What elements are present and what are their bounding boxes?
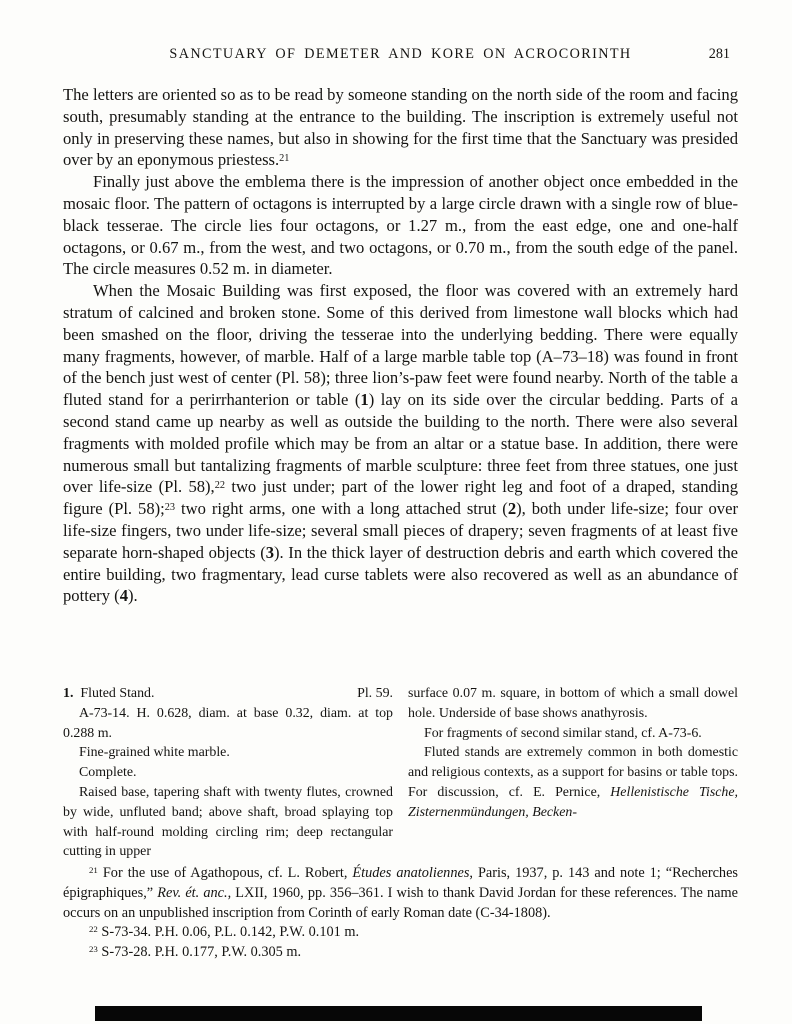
scan-artifact-bar <box>95 1006 702 1021</box>
catalog-entry-heading <box>63 684 393 704</box>
body-text <box>63 84 738 607</box>
catalog-paragraph: A-73-14. H. 0.628, diam. at base 0.32, diam. at top 0.288 m. <box>63 705 393 741</box>
page-title: SANCTUARY OF DEMETER AND KORE ON ACROCORINTH <box>169 46 632 62</box>
body-paragraph: The letters are oriented so as to be read by someone standing on the north side of the room and facing south, presumably standing at the entrance to the building. The inscription is extremely useful not only in preserving these names, but also in showing for the first time that the Sanctuary was presided over by an eponymous priestess.$^{21}$ <box>63 85 738 170</box>
catalog-paragraph: Raised base, tapering shaft with twenty flutes, crowned by wide, unfluted band; above shaft, broad splaying top with half-round molding circling rim; deep rectangular cutting in upper <box>63 784 393 860</box>
catalog-paragraph: Complete. <box>79 765 137 781</box>
footnote: $^{21}$ For the use of Agathopous, cf. L. Robert, Études anatoliennes, Paris, 1937, p. 143 and note 1; “Recherches épigraphiques,” Rev. ét. anc., LXII, 1960, pp. 356–361. I wish to thank David Jordan for these references. The name occurs on an unpublished inscription from Corinth of early Roman date (C-34-1808). <box>63 865 738 921</box>
body-paragraph: Finally just above the emblema there is the impression of another object once embedded in the mosaic floor. The pattern of octagons is interrupted by a large circle drawn with a single row of blue-black tesserae. The circle lies four octagons, or 1.27 m., from the east edge, one and one-half octagons, or 0.67 m., from the west, and two octagons, or 0.70 m., from the south edge of the panel. The circle measures 0.52 m. in diameter. <box>63 172 738 279</box>
running-head <box>63 46 738 66</box>
catalog-paragraph: Fine-grained white marble. <box>79 745 230 761</box>
catalog-paragraph: For fragments of second similar stand, cf. A-73-6. <box>424 725 702 741</box>
footnote: $^{23}$ S-73-28. P.H. 0.177, P.W. 0.305 m. <box>89 944 302 961</box>
body-paragraph: When the Mosaic Building was first exposed, the floor was covered with an extremely hard stratum of calcined and broken stone. Some of this derived from limestone wall blocks which had been smashed on the floor, driving the tesserae into the underlying bedding. There were equally many fragments, however, of marble. Half of a large marble table top (A–73–18) was found in front of the bench just west of center (Pl. 58); three lion’s-paw feet were found nearby. North of the table a fluted stand for a perirrhanterion or table (1) lay on its side over the circular bedding. Parts of a second stand came up nearby as well as outside the building to the north. There were also several fragments with molded profile which may be from an altar or a statue base. In addition, there were numerous small but tantalizing fragments of marble sculpture: three feet from three statues, one just over life-size (Pl. 58),$^{22}$ two just under; part of the lower right leg and foot of a draped, standing figure (Pl. 58);$^{23}$ two right arms, one with a long attached strut (2), both under life-size; four over life-size fingers, two under life-size; several small pieces of drapery; seven fragments of at least five separate horn-shaped objects (3). In the thick layer of destruction debris and earth which covered the entire building, two fragmentary, lead curse tablets were also recovered as well as an abundance of pottery (4). <box>63 281 738 606</box>
catalog-entry <box>63 684 738 862</box>
catalog-paragraph: Fluted stands are extremely common in both domestic and religious contexts, as a support for basins or table tops. For discussion, cf. E. Pernice, Hellenistische Tische, Zisternenmündungen, Becken- <box>408 745 738 820</box>
catalog-right-column <box>408 684 738 862</box>
catalog-paragraph: surface 0.07 m. square, in bottom of which a small dowel hole. Underside of base shows anathyrosis. <box>408 686 738 721</box>
page-number: 281 <box>708 46 730 62</box>
footnotes <box>63 864 738 963</box>
footnote: $^{22}$ S-73-34. P.H. 0.06, P.L. 0.142, P.W. 0.101 m. <box>89 924 360 941</box>
catalog-entry-title: 1. Fluted Stand. <box>63 686 155 701</box>
plate-reference: Pl. 59. <box>357 686 393 701</box>
catalog-left-column <box>63 684 393 862</box>
